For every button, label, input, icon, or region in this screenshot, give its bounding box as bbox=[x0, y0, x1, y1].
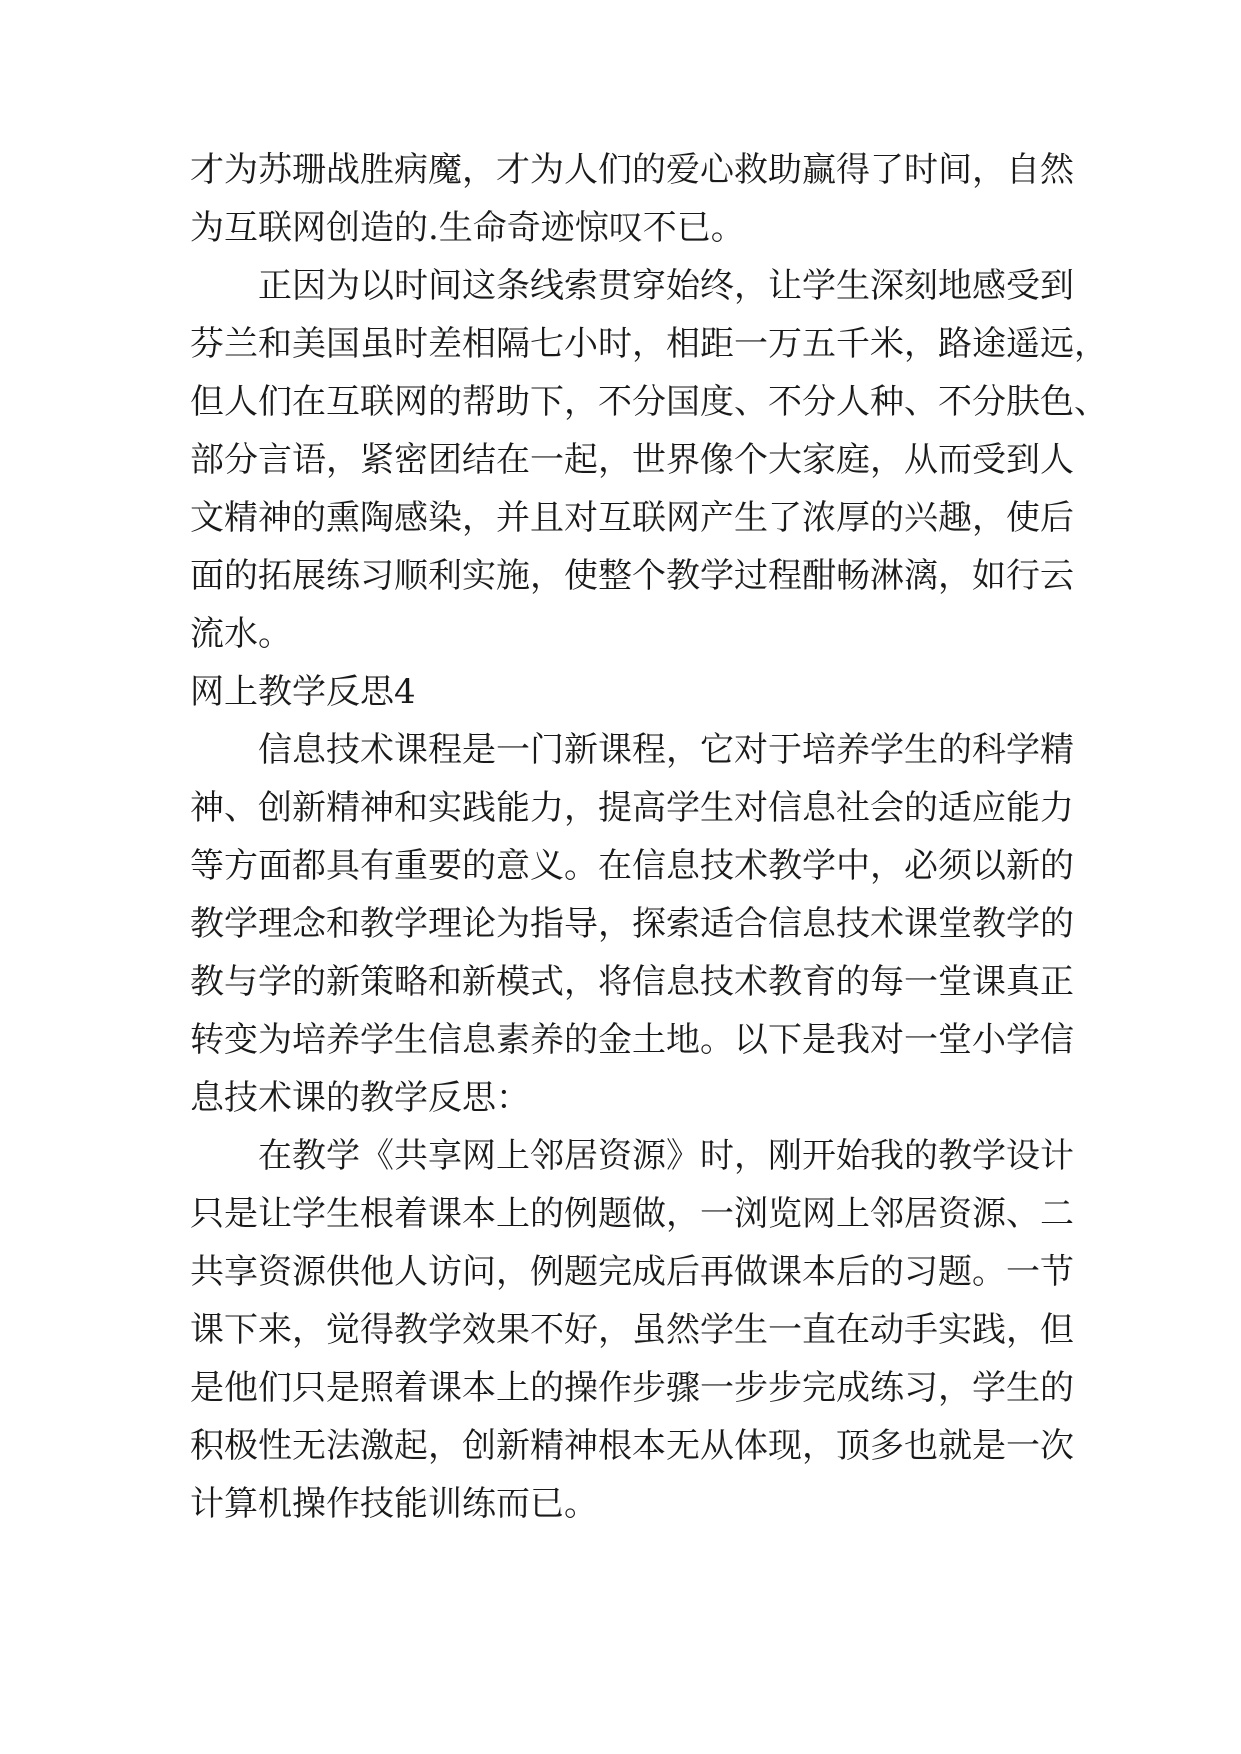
text-line: 计算机操作技能训练而已。 bbox=[190, 1484, 598, 1524]
text-line: 息技术课的教学反思： bbox=[190, 1078, 530, 1118]
text-line: 为互联网创造的.生命奇迹惊叹不已。 bbox=[190, 208, 745, 248]
text-line: 才为苏珊战胜病魔，才为人们的爱心救助赢得了时间，自然 bbox=[190, 150, 1074, 190]
text-line: 是他们只是照着课本上的操作步骤一步步完成练习，学生的 bbox=[190, 1368, 1074, 1408]
text-line: 教学理念和教学理论为指导，探索适合信息技术课堂教学的 bbox=[190, 904, 1074, 944]
text-line: 面的拓展练习顺利实施，使整个教学过程酣畅淋漓，如行云 bbox=[190, 556, 1074, 596]
text-line: 等方面都具有重要的意义。在信息技术教学中，必须以新的 bbox=[190, 846, 1074, 886]
section-heading: 网上教学反思4 bbox=[190, 672, 416, 712]
paragraph-first-line: 信息技术课程是一门新课程，它对于培养学生的科学精 bbox=[190, 730, 1074, 770]
text-line: 只是让学生根着课本上的例题做，一浏览网上邻居资源、二 bbox=[190, 1194, 1074, 1234]
text-line: 积极性无法激起，创新精神根本无从体现，顶多也就是一次 bbox=[190, 1426, 1074, 1466]
text-line: 转变为培养学生信息素养的金土地。以下是我对一堂小学信 bbox=[190, 1020, 1074, 1060]
text-line: 神、创新精神和实践能力，提高学生对信息社会的适应能力 bbox=[190, 788, 1074, 828]
text-line: 课下来，觉得教学效果不好，虽然学生一直在动手实践，但 bbox=[190, 1310, 1074, 1350]
text-line: 流水。 bbox=[190, 614, 292, 654]
text-line: 共享资源供他人访问，例题完成后再做课本后的习题。一节 bbox=[190, 1252, 1074, 1292]
text-line: 文精神的熏陶感染，并且对互联网产生了浓厚的兴趣，使后 bbox=[190, 498, 1074, 538]
text-line: 部分言语，紧密团结在一起，世界像个大家庭，从而受到人 bbox=[190, 440, 1074, 480]
text-line: 但人们在互联网的帮助下，不分国度、不分人种、不分肤色、 bbox=[190, 382, 1108, 422]
text-line: 教与学的新策略和新模式，将信息技术教育的每一堂课真正 bbox=[190, 962, 1074, 1002]
paragraph-first-line: 在教学《共享网上邻居资源》时，刚开始我的教学设计 bbox=[190, 1136, 1074, 1176]
paragraph-first-line: 正因为以时间这条线索贯穿始终，让学生深刻地感受到 bbox=[190, 266, 1074, 306]
text-line: 芬兰和美国虽时差相隔七小时，相距一万五千米，路途遥远， bbox=[190, 324, 1108, 364]
